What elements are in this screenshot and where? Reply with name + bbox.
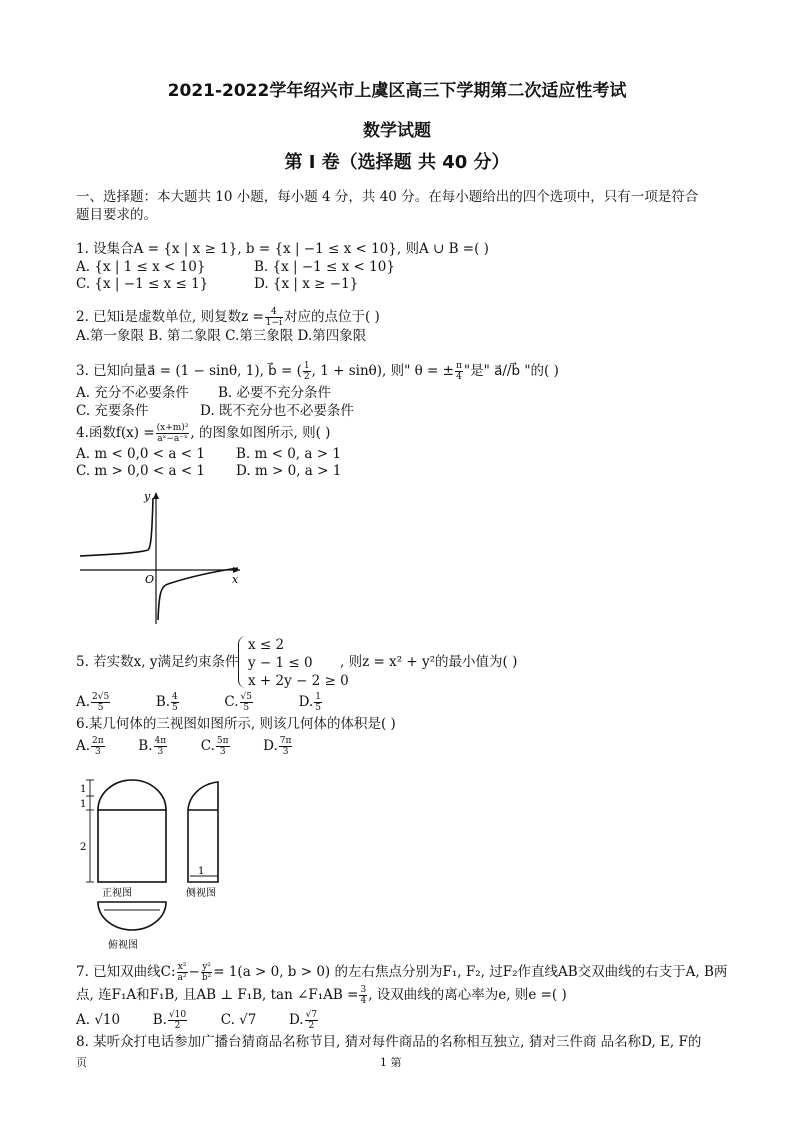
q6-c-label: C. [200,738,215,754]
document-title: 2021-2022学年绍兴市上虞区高三下学期第二次适应性考试 [167,81,627,101]
q6-b-den: 3 [157,747,164,757]
q5-options [76,692,323,713]
graph-label-origin: O [145,573,155,586]
q4-option-b: B. m < 0, a > 1 [236,446,341,462]
q2-stem-post: 对应的点位于( ) [283,309,380,325]
q4-fraction [156,423,190,444]
q7-f2-num: y² [202,962,211,972]
section-heading: 第 I 卷（选择题 共 40 分） [284,152,510,173]
q5-b-num: 4 [172,692,178,702]
q3-stem-pre: 3. 已知向量a⃗ = (1 − sinθ, 1), b⃗ = ( [76,363,302,379]
q4-stem-pre: 4.函数f(x) = [76,425,155,441]
dim-label-1b: 1 [80,799,87,810]
q5-option-c [240,692,253,713]
q7-frac-x [177,962,188,983]
q5-a-den: 5 [97,703,104,713]
top-view-label: 俯视图 [108,940,138,951]
q3-fraction-1 [303,361,311,382]
q3-frac2-num: π [455,361,462,371]
q6-a-num: 2π [92,736,104,746]
q3-fraction-2 [455,361,463,382]
dim-label-2: 2 [80,842,87,853]
q7-f1-den: a² [177,973,187,983]
q4-function-graph [76,488,246,628]
q7-line-1 [76,962,727,983]
curve-left-branch [80,498,153,556]
q6-option-a [91,736,105,757]
q6-c-den: 3 [219,747,226,757]
curve-right-branch [158,568,238,620]
q1-option-a: A. {x | 1 ≤ x < 10} [76,259,206,275]
q3-option-a: A. 充分不必要条件 [76,385,189,401]
q5-stem-post: , 则z = x² + y²的最小值为( ) [340,654,518,670]
top-view [98,902,166,951]
q3-frac1-num: 1 [303,361,310,371]
q6-b-label: B. [138,738,153,754]
q1-option-d: D. {x | x ≥ −1} [254,276,359,292]
q4-option-c: C. m > 0,0 < a < 1 [76,463,206,479]
dim-label-1c: 1 [198,866,205,877]
dim-label-1a: 1 [80,784,87,795]
q7-option-c: C. √7 [220,1012,257,1028]
q5-d-den: 5 [315,703,321,713]
q5-a-label: A. [76,694,91,710]
q6-stem: 6.某几何体的三视图如图所示, 则该几何体的体积是( ) [76,716,396,732]
instructions-line-1: 一、选择题：本大题共 10 小题，每小题 4 分，共 40 分。在每小题给出的四个选项中，只有一项是符合 [76,189,699,205]
q7-option-b [168,1010,187,1031]
side-view [186,782,218,899]
q1-option-c: C. {x | −1 ≤ x ≤ 1} [76,276,209,292]
q7-line2-post: , 设双曲线的离心率为e, 则e =( ) [368,987,567,1003]
q7-line-2 [76,985,567,1006]
q6-d-den: 3 [282,747,289,757]
q6-option-d [279,736,293,757]
q5-option-d [314,692,322,713]
front-view [80,780,166,899]
q3-option-c: C. 充要条件 [76,403,149,419]
q6-d-label: D. [263,738,278,754]
q5-d-label: D. [298,694,314,710]
q4-frac-num: (x+m)² [156,423,189,433]
q8-stem: 8. 某听众打电话参加广播台猜商品名称节目, 猜对每件商品的名称相互独立, 猜对三件商 品名称D, E, F的 [76,1034,702,1050]
q7-b-den: 2 [174,1021,181,1031]
q7-d-den: 2 [308,1021,315,1031]
q7-line2-pre: 点, 连F₁A和F₁B, 且AB ⊥ F₁B, tan ∠F₁AB = [76,987,359,1003]
q6-c-num: 5π [216,736,229,746]
q5-option-b [171,692,179,713]
q6-a-den: 3 [95,747,101,757]
q4-frac-den: aˣ−a⁻ˣ [157,434,188,444]
document-subtitle: 数学试题 [363,121,431,141]
q7-f1-num: x² [177,962,187,972]
q5-c-num: √5 [240,692,252,702]
q6-b-num: 4π [154,736,167,746]
side-view-label: 侧视图 [186,888,216,899]
q5-stem-pre: 5. 若实数x, y满足约束条件 [76,654,239,670]
q7-option-a: A. √10 [76,1012,121,1028]
q6-option-c [216,736,230,757]
instructions-line-2: 题目要求的。 [76,207,157,223]
q5-c-den: 5 [243,703,250,713]
q7-frac-y [201,962,212,983]
q2-options: A.第一象限 B. 第二象限 C.第三象限 D.第四象限 [76,328,367,344]
y-axis-arrow [153,492,159,499]
q2-frac-den: 1−i [265,318,282,328]
q7-options [76,1010,319,1031]
q6-d-num: 7π [279,736,292,746]
q3-frac2-den: 4 [456,372,462,382]
q3-option-b: B. 必要不充分条件 [218,385,332,401]
q4-stem [76,423,330,444]
graph-label-y: y [144,490,151,503]
q5-constraint-2: y − 1 ≤ 0 [248,655,313,671]
q7-b-num: √10 [168,1010,187,1020]
q7-b-label: B. [152,1012,167,1028]
q6-option-b [154,736,168,757]
q4-option-d: D. m > 0, a > 1 [236,463,342,479]
q2-stem [76,307,380,328]
q7-line1-pre: 7. 已知双曲线C: [76,964,176,980]
q7-d-num: √7 [305,1010,318,1020]
q5-a-num: 2√5 [92,692,110,702]
q2-stem-pre: 2. 已知i是虚数单位, 则复数z = [76,309,264,325]
front-view-label: 正视图 [102,888,132,899]
q5-b-den: 5 [172,703,178,713]
footer-left: 页 [76,1056,87,1069]
q5-b-label: B. [155,694,171,710]
q2-fraction [265,307,283,328]
q3-stem-post: "是" a⃗//b⃗ "的( ) [463,363,559,379]
q3-stem-mid: , 1 + sinθ), 则" θ = ± [311,363,454,379]
q7-option-d [305,1010,318,1031]
q7-minus: − [188,964,200,980]
q2-frac-num: 4 [265,307,283,318]
q3-option-d: D. 既不充分也不必要条件 [200,403,354,419]
q1-stem: 1. 设集合A = {x | x ≥ 1}, b = {x | −1 ≤ x < 10}, 则A ∪ B =( ) [76,241,489,257]
q7-f3-den: 4 [360,996,367,1006]
q5-c-label: C. [224,694,239,710]
q5-d-num: 1 [315,692,321,702]
q7-f2-den: b² [201,973,212,983]
q6-a-label: A. [76,738,91,754]
q7-f3-num: 3 [360,985,367,995]
q5-constraint-3: x + 2y − 2 ≥ 0 [248,673,349,689]
graph-label-x: x [232,573,239,586]
q4-option-a: A. m < 0,0 < a < 1 [76,446,205,462]
q1-option-b: B. {x | −1 ≤ x < 10} [254,259,395,275]
q3-stem [76,361,559,382]
footer-page-number: 1 第 [380,1056,402,1069]
q5-constraint-1: x ≤ 2 [248,637,285,653]
q7-d-label: D. [288,1012,304,1028]
q6-three-view-drawing [78,774,248,954]
q3-frac1-den: 2 [303,372,310,382]
q5-option-a [91,692,110,713]
q4-stem-post: , 的图象如图所示, 则( ) [190,425,331,441]
q6-options [76,736,293,757]
q7-line1-post: = 1(a > 0, b > 0) 的左右焦点分别为F₁, F₂, 过F₂作直线AB交双曲线的右支于A, B两 [213,964,728,980]
q7-frac-tan [359,985,367,1006]
